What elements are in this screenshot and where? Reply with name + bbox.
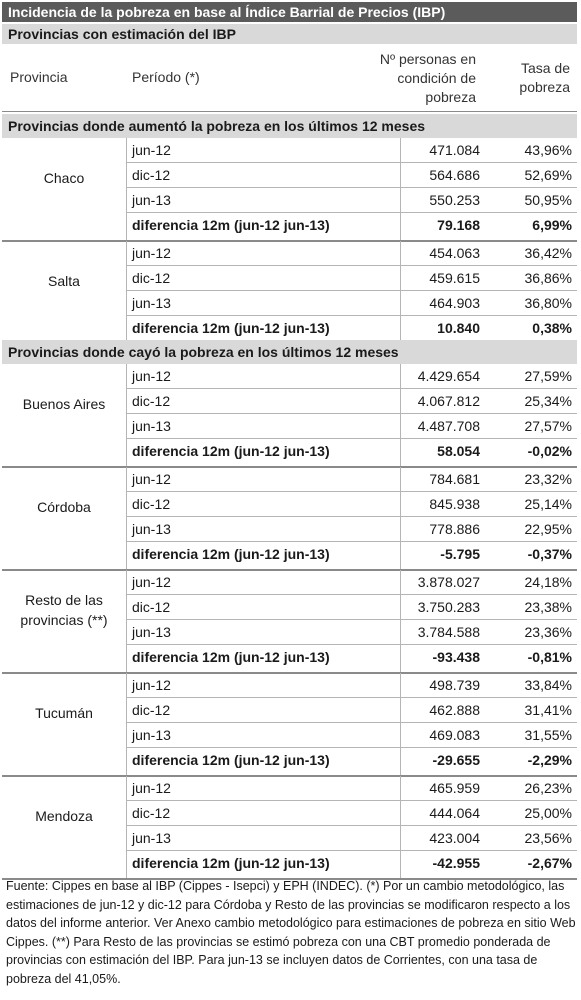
- rate-cell: -2,29%: [527, 752, 572, 768]
- section-header: Provincias donde aumentó la pobreza en los últimos 12 meses: [2, 114, 577, 138]
- rate-cell: 31,41%: [524, 702, 572, 718]
- period-cell: dic-12: [132, 702, 171, 718]
- rate-cell: 43,96%: [524, 142, 572, 158]
- persons-cell: 3.784.588: [417, 624, 480, 640]
- difference-row: [126, 439, 577, 463]
- table-row: [126, 570, 577, 595]
- table-row: [126, 467, 577, 492]
- rate-cell: 23,56%: [524, 830, 572, 846]
- persons-cell: 423.004: [429, 830, 480, 846]
- period-cell: jun-12: [132, 677, 171, 693]
- period-cell: dic-12: [132, 599, 171, 615]
- table-row: [126, 673, 577, 698]
- period-cell: jun-12: [132, 142, 171, 158]
- rate-cell: 6,99%: [532, 217, 572, 233]
- period-cell: diferencia 12m (jun-12 jun-13): [132, 217, 330, 233]
- persons-cell: 79.168: [437, 217, 480, 233]
- rate-cell: 33,84%: [524, 677, 572, 693]
- persons-cell: 462.888: [429, 702, 480, 718]
- rate-cell: 25,34%: [524, 393, 572, 409]
- period-cell: dic-12: [132, 393, 171, 409]
- table-row: [126, 138, 577, 163]
- province-name: Chaco: [43, 170, 85, 186]
- province-group: [2, 673, 577, 777]
- persons-cell: 10.840: [437, 320, 480, 336]
- rate-cell: 50,95%: [524, 192, 572, 208]
- period-cell: diferencia 12m (jun-12 jun-13): [132, 546, 330, 562]
- period-cell: diferencia 12m (jun-12 jun-13): [132, 443, 330, 459]
- period-cell: dic-12: [132, 270, 171, 286]
- persons-cell: -5.795: [440, 546, 480, 562]
- table-row: [126, 776, 577, 801]
- persons-cell: 784.681: [429, 471, 480, 487]
- difference-row: [126, 213, 577, 237]
- persons-cell: -93.438: [432, 649, 480, 665]
- header-periodo: Período (*): [132, 69, 200, 85]
- persons-cell: 454.063: [429, 245, 480, 261]
- rate-cell: 52,69%: [524, 167, 572, 183]
- period-cell: jun-13: [132, 418, 171, 434]
- table-row: [126, 188, 577, 213]
- period-cell: jun-13: [132, 830, 171, 846]
- rate-cell: 36,42%: [524, 245, 572, 261]
- header-personas: Nº personas en condición de pobreza: [379, 51, 476, 105]
- table-row: [126, 291, 577, 316]
- table-row: [126, 698, 577, 723]
- period-cell: jun-12: [132, 780, 171, 796]
- difference-row: [126, 851, 577, 875]
- table-row: [126, 723, 577, 748]
- table-row: [126, 801, 577, 826]
- rate-cell: 26,23%: [524, 780, 572, 796]
- rate-cell: 36,80%: [524, 295, 572, 311]
- table-row: [126, 620, 577, 645]
- persons-cell: 550.253: [429, 192, 480, 208]
- table-row: [126, 826, 577, 851]
- rate-cell: -0,37%: [527, 546, 572, 562]
- rate-cell: 24,18%: [524, 574, 572, 590]
- rate-cell: 31,55%: [524, 727, 572, 743]
- province-name: Mendoza: [35, 808, 93, 824]
- period-cell: jun-12: [132, 574, 171, 590]
- rate-cell: 23,36%: [524, 624, 572, 640]
- period-cell: diferencia 12m (jun-12 jun-13): [132, 320, 330, 336]
- rate-cell: -2,67%: [527, 855, 572, 871]
- persons-cell: 471.084: [429, 142, 480, 158]
- period-cell: jun-13: [132, 521, 171, 537]
- province-group: [2, 467, 577, 571]
- rate-cell: 22,95%: [524, 521, 572, 537]
- persons-cell: 845.938: [429, 496, 480, 512]
- table-title: Incidencia de la pobreza en base al Índice Barrial de Precios (IBP): [2, 2, 577, 22]
- column-header-row: [2, 46, 577, 112]
- province-name: Córdoba: [37, 499, 91, 515]
- persons-cell: 3.878.027: [417, 574, 480, 590]
- persons-cell: 58.054: [437, 443, 480, 459]
- persons-cell: -29.655: [432, 752, 480, 768]
- period-cell: jun-13: [132, 295, 171, 311]
- period-cell: dic-12: [132, 496, 171, 512]
- province-name: Tucumán: [35, 705, 93, 721]
- persons-cell: 4.067.812: [417, 393, 480, 409]
- persons-cell: 469.083: [429, 727, 480, 743]
- province-group: [2, 776, 577, 880]
- table-row: [126, 389, 577, 414]
- header-provincia: Provincia: [10, 69, 68, 85]
- difference-row: [126, 645, 577, 669]
- table-row: [126, 414, 577, 439]
- source-footnote: Fuente: Cippes en base al IBP (Cippes - Isepci) y EPH (INDEC). (*) Por un cambio metodológico, las estimaciones de jun-12 y dic-12 para Córdoba y Resto de las provincias se modificaron respecto a los datos del informe anterior. Ver Anexo cambio metodológico para estimaciones de pobreza en sitio Web Cippes. (**) Para Resto de las provincias se estimó pobreza con una CBT promedio ponderada de provincias con estimación del IBP. Para jun-13 se incluyen datos de Corrientes, con una tasa de pobreza del 41,05%.: [6, 879, 576, 986]
- rate-cell: 25,00%: [524, 805, 572, 821]
- difference-row: [126, 542, 577, 566]
- difference-row: [126, 316, 577, 340]
- rate-cell: -0,02%: [527, 443, 572, 459]
- persons-cell: 4.429.654: [417, 368, 480, 384]
- period-cell: jun-13: [132, 192, 171, 208]
- persons-cell: 465.959: [429, 780, 480, 796]
- persons-cell: 459.615: [429, 270, 480, 286]
- difference-row: [126, 748, 577, 772]
- province-name: Buenos Aires: [22, 396, 106, 412]
- period-cell: jun-13: [132, 624, 171, 640]
- rate-cell: 23,32%: [524, 471, 572, 487]
- section-header: Provincias donde cayó la pobreza en los últimos 12 meses: [2, 340, 577, 364]
- province-name: Salta: [48, 273, 80, 289]
- rate-cell: 27,57%: [524, 418, 572, 434]
- province-group: [2, 570, 577, 674]
- persons-cell: 778.886: [429, 521, 480, 537]
- province-group: [2, 241, 577, 345]
- rate-cell: 36,86%: [524, 270, 572, 286]
- table-row: [126, 492, 577, 517]
- rate-cell: 25,14%: [524, 496, 572, 512]
- rate-cell: 23,38%: [524, 599, 572, 615]
- persons-cell: -42.955: [432, 855, 480, 871]
- persons-cell: 564.686: [429, 167, 480, 183]
- persons-cell: 498.739: [429, 677, 480, 693]
- persons-cell: 444.064: [429, 805, 480, 821]
- table-row: [126, 517, 577, 542]
- province-group: [2, 364, 577, 468]
- table-row: [126, 266, 577, 291]
- period-cell: jun-12: [132, 368, 171, 384]
- rate-cell: 27,59%: [524, 368, 572, 384]
- period-cell: diferencia 12m (jun-12 jun-13): [132, 855, 330, 871]
- table-subtitle: Provincias con estimación del IBP: [2, 24, 577, 44]
- period-cell: dic-12: [132, 167, 171, 183]
- period-cell: jun-12: [132, 471, 171, 487]
- table-row: [126, 163, 577, 188]
- period-cell: jun-12: [132, 245, 171, 261]
- province-group: [2, 138, 577, 242]
- period-cell: dic-12: [132, 805, 171, 821]
- table-row: [126, 241, 577, 266]
- period-cell: jun-13: [132, 727, 171, 743]
- table-row: [126, 595, 577, 620]
- period-cell: diferencia 12m (jun-12 jun-13): [132, 752, 330, 768]
- province-name: Resto de las provincias (**): [20, 592, 108, 628]
- persons-cell: 3.750.283: [417, 599, 480, 615]
- persons-cell: 4.487.708: [417, 418, 480, 434]
- persons-cell: 464.903: [429, 295, 480, 311]
- table-row: [126, 364, 577, 389]
- rate-cell: -0,81%: [527, 649, 572, 665]
- rate-cell: 0,38%: [532, 320, 572, 336]
- header-tasa: Tasa de pobreza: [519, 60, 570, 95]
- period-cell: diferencia 12m (jun-12 jun-13): [132, 649, 330, 665]
